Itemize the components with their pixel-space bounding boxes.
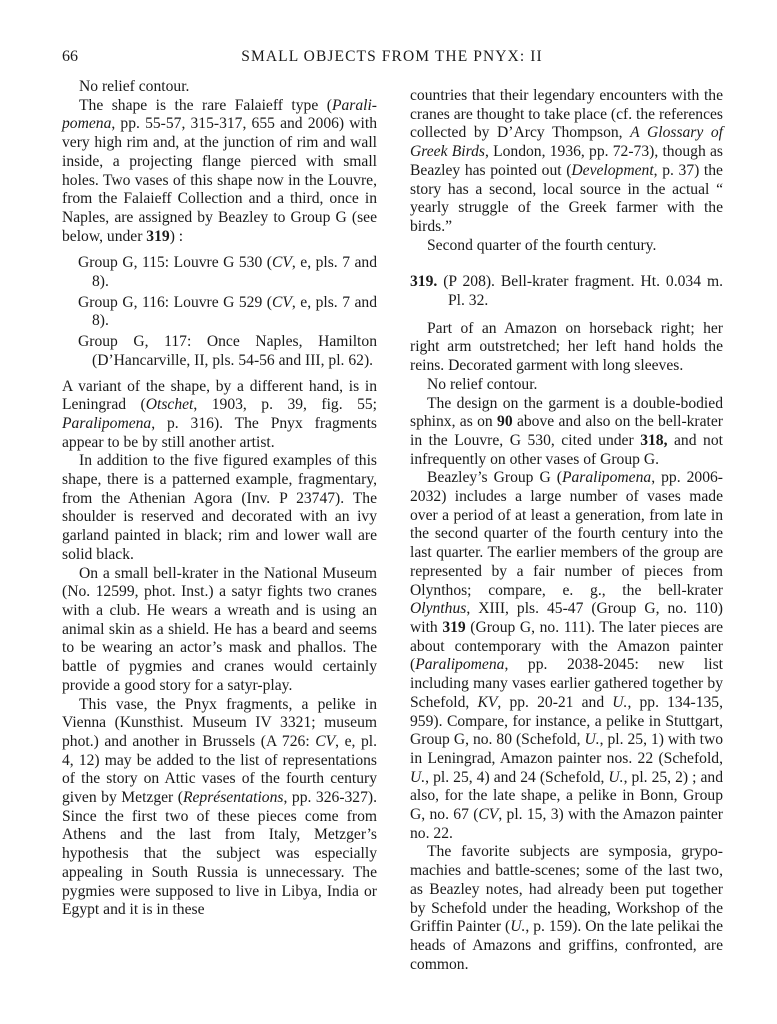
paragraph: Beazley’s Group G (Paralipomena, pp. 2006-2032) includes a large number of vases made over a period of at least a generation, from late in the second quarter of the fourth century into the last quarter. The earlier members of the group are represented by a fair number of pieces from Olynthos; compare, e. g., the bell-krater Olynthus, XIII, pls. 45-47 (Group G, no. 110) with 319 (Group G, no. 111). The later pieces are about contemporary with the Amazon painter (Paralipomena, pp. 2038-2045: new list including many vases earlier gathered together by Schefold, KV, pp. 20-21 and U., pp. 134-135, 959). Compare, for instance, a pelike in Stuttgart, Group G, no. 80 (Schefold, U., pl. 25, 1) with two in Leningrad, Amazon painter nos. 22 (Schefold, U., pl. 25, 4) and 24 (Schefold, U., pl. 25, 2) ; and also, for the late shape, a pelike in Bonn, Group G, no. 67 (CV, pl. 15, 3) with the Amazon painter no. 22. [410, 469, 724, 842]
right-column [410, 87, 723, 974]
running-title: SMALL OBJECTS FROM THE PNYX: II [241, 48, 543, 65]
catalog-entry-heading: 319. (P 208). Bell-krater fragment. Ht. 0.034 m. Pl. 32. [410, 273, 723, 310]
paragraph: countries that their legendary encounters with the cranes are thought to take place (cf. the references collected by D’Arcy Thompson, A Glossary of Greek Birds, London, 1936, pp. 72-73), though as Beazley has pointed out (Development, p. 37) the story has a second, local source in the actual “ yearly struggle of the Greek farmer with the birds.” [410, 87, 724, 235]
left-column [62, 78, 377, 920]
paragraph: The shape is the rare Falaieff type (Paralipomena, pp. 55-57, 315-317, 655 and 2006) with very high rim and, at the junction of rim and wall inside, a projecting flange pierced with small holes. Two vases of this shape now in the Louvre, from the Falaieff Collection and a third, once in Naples, are assigned by Beazley to Group G (see below, under 319) : [62, 96, 377, 245]
list-item: Group G, 115: Louvre G 530 (CV, e, pls. 7 and 8). [78, 254, 377, 291]
paragraph: The design on the garment is a double-bodied sphinx, as on 90 above and also on the bell-krater in the Louvre, G 530, cited under 318, and not infrequently on other vases of Group G. [410, 394, 723, 468]
list-item: Group G, 117: Once Naples, Hamilton (D’Hancarville, II, pls. 54-56 and III, pl. 62). [78, 333, 377, 369]
paragraph: No relief contour. [427, 375, 538, 393]
page-header [62, 48, 722, 70]
paragraph: On a small bell-krater in the National Museum (No. 12599, phot. Inst.) a satyr fights two cranes with a club. He wears a wreath and is using an animal skin as a shield. He has a beard and seems to be wearing an actor’s mask and phallos. The battle of pygmies and cranes would certainly provide a good story for a satyr-play. [62, 564, 377, 694]
paragraph: The favorite subjects are symposia, grypomachies and battle-scenes; some of the last two, as Beazley notes, had already been put together by Schefold under the heading, Workshop of the Griffin Painter (U., p. 159). On the late pelikai the heads of Amazons and griffins, confronted, are common. [410, 843, 723, 973]
paragraph: This vase, the Pnyx fragments, a pelike in Vienna (Kunsthist. Museum IV 3321; museum phot.) and another in Brussels (A 726: CV, e, pl. 4, 12) may be added to the list of representations of the story on Attic vases of the fourth century given by Metzger (Représentations, pp. 326-327). Since the first two of these pieces come from Athens and the last from Italy, Metzger’s hypothesis that the subject was especially appealing in South Russia is unnecessary. The pygmies were supposed to live in Libya, India or Egypt and it is in these [62, 695, 377, 919]
paragraph: A variant of the shape, by a different hand, is in Leningrad (Otschet, 1903, p. 39, fig. 55; Paralipomena, p. 316). The Pnyx fragments appear to be by still another artist. [62, 377, 377, 451]
paragraph: No relief contour. [79, 78, 190, 95]
group-g-list [62, 254, 377, 370]
paragraph: Part of an Amazon on horseback right; her right arm outstretched; her left hand holds the reins. Decorated garment with long sleeves. [410, 319, 723, 375]
catalog-number: 319. [410, 273, 438, 291]
page-number: 66 [62, 48, 78, 65]
catalog-ref: 319 [146, 227, 170, 245]
paragraph: Second quarter of the fourth century. [427, 236, 657, 254]
paragraph: In addition to the five figured examples of this shape, there is a patterned example, fragmentary, from the Athenian Agora (Inv. P 23747). The shoulder is reserved and decorated with an ivy garland painted in black; rim and lower wall are solid black. [62, 452, 377, 563]
list-item: Group G, 116: Louvre G 529 (CV, e, pls. 7 and 8). [78, 293, 377, 330]
